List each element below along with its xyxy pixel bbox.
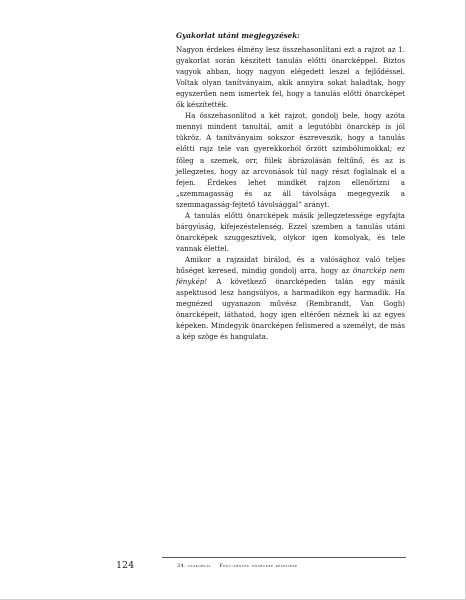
body-text: [176, 30, 405, 342]
section-heading: Gyakorlat utáni megjegyzések:: [176, 31, 300, 40]
running-head-title: Fény-árnyék önarckép készítése: [219, 563, 298, 569]
paragraph-1: Nagyon érdekes élmény lesz összehasonlítani ezt a rajzot az 1. gyakorlat során készített tanulás előtti önarcképpel. Biztos vagyok abban, hogy nagyon elégedett leszel a fejlődéssel. Voltak olyan tanítványaim, akik annyira sokat haladtak, hogy egyszerűen nem ismertek fel, hogy a tanulás előtti önarcképet ők készítették.: [176, 45, 405, 110]
paragraph-3: A tanulás előtti önarcképek másik jellegzetessége egyfajta bárgyúság, kifejezéstelenség. Ezzel szemben a tanulás utáni önarcképek szuggesztívek, olykor igen komolyak, és tele vannak élettel.: [176, 210, 405, 253]
paragraph-4-text-end: A következő önarcképeden talán egy másik aspektusod lesz hangsúlyos, a harmadikon egy harmadik. Ha megnézed ugyanazon művész (Rembrandt, Van Gogh) önarcképeit, láthatod, hogy igen eltérően néznek ki az egyes képeken. Mindegyik önarcképen felismered a személyt, de más a kép szöge és hangulata.: [176, 277, 405, 342]
running-head: [177, 563, 298, 569]
paragraph-4-text-start: Amikor a rajzaidat bírálod, és a valósághoz való teljes hűséget keresed, mindig gondolj arra, hogy az: [176, 254, 405, 275]
emphasis-text: önarckép nem fénykép!: [176, 265, 405, 287]
footer-rule: [162, 557, 406, 558]
paragraph-2: Ha összehasonlítod a két rajzot, gondolj bele, hogy azóta mennyi mindent tanultál, amit a legutóbbi önarckép is jól tükröz. A tanítványaim sokszor észreveszik, hogy a tanulás előtti rajz tele van gyerekkorból őrzött szimbólumokkal; ez főleg a szemek, orr, fülek ábrázolásán feltűnő, és az is jellegzetes, hogy az arcvonások túl nagy részt foglalnak el a fejen. Érdekes lehet mindkét rajzon ellenőrizni a „szemmagasság és az áll távolsága megegyezik a szemmagasság-fejtető távolsággal” arányt.: [176, 111, 405, 209]
page-number: 124: [116, 560, 135, 571]
running-head-chapter: 34. gyakorlat: [177, 563, 212, 569]
paragraph-4: [176, 254, 405, 342]
